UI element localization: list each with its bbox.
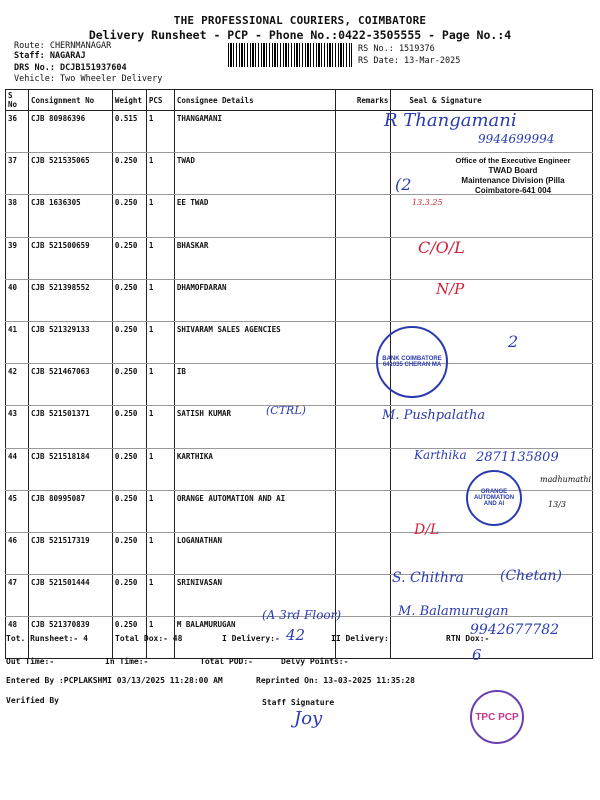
cell-remarks: [336, 111, 391, 153]
cell-weight: 0.250: [112, 406, 146, 448]
cell-cons: CJB 521501444: [28, 575, 112, 617]
runsheet-title: Delivery Runsheet - PCP - Phone No.:0422-3505555 - Page No.:4: [88, 28, 512, 42]
cell-pcs: 1: [146, 532, 174, 574]
cell-sno: 41: [6, 321, 29, 363]
cell-cons: CJB 521535065: [28, 153, 112, 195]
verified-by: Verified By: [6, 696, 59, 705]
company-title: THE PROFESSIONAL COURIERS, COIMBATORE: [173, 14, 427, 27]
cell-weight: 0.250: [112, 532, 146, 574]
cell-cons: CJB 80995087: [28, 490, 112, 532]
cell-pcs: 1: [146, 111, 174, 153]
phone-r36: 9944699994: [478, 132, 555, 146]
cell-sno: 40: [6, 279, 29, 321]
table-row: [6, 237, 593, 279]
cell-sno: 38: [6, 195, 29, 237]
rs-no: RS No.: 1519376: [358, 44, 435, 54]
cell-consignee: SATISH KUMAR: [174, 406, 336, 448]
remark-r47: (Chetan): [500, 568, 562, 584]
sign-r37: (2: [395, 175, 412, 194]
twad-stamp: Office of the Executive Engineer TWAD Board Maintenance Division (Pilla Coimbatore-641 004: [455, 156, 571, 195]
col-weight: Weight: [112, 90, 146, 111]
cell-pcs: 1: [146, 364, 174, 406]
cell-remarks: [336, 575, 391, 617]
in-time: In Time:-: [105, 657, 149, 666]
cell-consignee: SHIVARAM SALES AGENCIES: [174, 321, 336, 363]
remark-r48: (A 3rd Floor): [262, 608, 342, 622]
rs-date: RS Date: 13-Mar-2025: [358, 56, 461, 66]
cell-weight: 0.250: [112, 237, 146, 279]
cell-sno: 48: [6, 617, 29, 659]
i-delivery: I Delivery:-: [222, 634, 280, 643]
cell-sno: 37: [6, 153, 29, 195]
cell-remarks: [336, 195, 391, 237]
cell-consignee: BHASKAR: [174, 237, 336, 279]
cell-pcs: 1: [146, 321, 174, 363]
sign-r43: M. Pushpalatha: [382, 408, 486, 423]
cell-cons: CJB 521329133: [28, 321, 112, 363]
note-r38: 13.3.25: [412, 198, 443, 207]
remark-r43: (CTRL): [266, 404, 306, 417]
table-header-row: [6, 90, 593, 111]
col-consignee: Consignee Details: [174, 90, 336, 111]
bank-seal: BANK COIMBATORE 641035 CHERAN MA: [376, 326, 448, 398]
col-seal-signature: Seal & Signature: [391, 90, 593, 111]
cell-pcs: 1: [146, 237, 174, 279]
cell-cons: CJB 1636305: [28, 195, 112, 237]
vehicle: Vehicle: Two Wheeler Delivery: [14, 74, 163, 84]
cell-consignee: KARTHIKA: [174, 448, 336, 490]
remark-r39: C/O/L: [418, 238, 465, 257]
col-pcs: PCS: [146, 90, 174, 111]
tpc-seal: TPC PCP: [470, 690, 524, 744]
cell-consignee: THANGAMANI: [174, 111, 336, 153]
cell-remarks: [336, 532, 391, 574]
sign-r44: Karthika: [414, 448, 467, 462]
phone-r44: 2871135809: [476, 450, 559, 465]
remark-r40: N/P: [436, 280, 465, 298]
delvy-points: Delvy Points:-: [281, 657, 349, 666]
entered-by: Entered By :PCPLAKSHMI 03/13/2025 11:28:00 AM: [6, 676, 223, 685]
cell-weight: 0.250: [112, 321, 146, 363]
col-sno: S No: [6, 90, 29, 111]
table-row: [6, 364, 593, 406]
cell-consignee: SRINIVASAN: [174, 575, 336, 617]
cell-remarks: [336, 490, 391, 532]
total-pod: Total POD:-: [200, 657, 253, 666]
cell-pcs: 1: [146, 195, 174, 237]
cell-weight: 0.250: [112, 617, 146, 659]
cell-sno: 36: [6, 111, 29, 153]
cell-weight: 0.250: [112, 575, 146, 617]
col-consignment: Consignment No: [28, 90, 112, 111]
cell-cons: CJB 521517319: [28, 532, 112, 574]
cell-weight: 0.250: [112, 490, 146, 532]
cell-weight: 0.250: [112, 153, 146, 195]
cell-consignee: ORANGE AUTOMATION AND AI: [174, 490, 336, 532]
sign-r45: madhumathi: [540, 475, 592, 484]
table-row: [6, 195, 593, 237]
cell-weight: 0.250: [112, 279, 146, 321]
reprinted-on: Reprinted On: 13-03-2025 11:35:28: [256, 676, 415, 685]
cell-seal-signature: [391, 279, 593, 321]
cell-consignee: IB: [174, 364, 336, 406]
cell-sno: 47: [6, 575, 29, 617]
cell-cons: CJB 80986396: [28, 111, 112, 153]
cell-remarks: [336, 279, 391, 321]
cell-pcs: 1: [146, 279, 174, 321]
cell-weight: 0.250: [112, 195, 146, 237]
barcode: [228, 43, 352, 67]
cell-sno: 46: [6, 532, 29, 574]
cell-remarks: [336, 448, 391, 490]
cell-consignee: LOGANATHAN: [174, 532, 336, 574]
cell-consignee: M BALAMURUGAN: [174, 617, 336, 659]
cell-sno: 44: [6, 448, 29, 490]
staff-signature: Joy: [294, 708, 323, 729]
rtn-dox: RTN Dox:-: [446, 634, 490, 643]
total-dox: Total Dox:- 48: [115, 634, 183, 643]
remark-r46: D/L: [414, 522, 440, 538]
cell-weight: 0.515: [112, 111, 146, 153]
cell-pcs: 1: [146, 490, 174, 532]
cell-cons: CJB 521518184: [28, 448, 112, 490]
sign-r47: S. Chithra: [392, 570, 464, 586]
rtn-value: 6: [472, 646, 482, 664]
cell-consignee: TWAD: [174, 153, 336, 195]
sign-r48: M. Balamurugan: [398, 604, 509, 619]
route: Route: CHERNMANAGAR: [14, 41, 112, 51]
cell-sno: 45: [6, 490, 29, 532]
ii-delivery: II Delivery:: [331, 634, 389, 643]
col-remarks: Remarks: [336, 90, 391, 111]
cell-seal-signature: [391, 532, 593, 574]
i-delivery-value: 42: [286, 626, 306, 644]
cell-pcs: 1: [146, 448, 174, 490]
table-row: [6, 321, 593, 363]
cell-cons: CJB 521500659: [28, 237, 112, 279]
phone-r48: 9942677782: [470, 622, 560, 638]
cell-sno: 42: [6, 364, 29, 406]
cell-pcs: 1: [146, 617, 174, 659]
cell-sno: 43: [6, 406, 29, 448]
cell-pcs: 1: [146, 575, 174, 617]
cell-consignee: DHAMOFDARAN: [174, 279, 336, 321]
cell-remarks: [336, 153, 391, 195]
cell-consignee: EE TWAD: [174, 195, 336, 237]
table-row: [6, 279, 593, 321]
cell-cons: CJB 521467063: [28, 364, 112, 406]
staff-signature-label: Staff Signature: [262, 698, 335, 707]
cell-cons: CJB 521398552: [28, 279, 112, 321]
cell-cons: CJB 521501371: [28, 406, 112, 448]
out-time: Out Time:-: [6, 657, 55, 666]
cell-weight: 0.250: [112, 364, 146, 406]
date-r45: 13/3: [548, 500, 566, 509]
sign-r36: R Thangamani: [384, 110, 517, 131]
orange-seal: ORANGE AUTOMATION AND AI: [466, 470, 522, 526]
staff: Staff: NAGARAJ: [14, 51, 86, 61]
cell-pcs: 1: [146, 153, 174, 195]
cell-pcs: 1: [146, 406, 174, 448]
cell-sno: 39: [6, 237, 29, 279]
sign-r42: 2: [508, 332, 519, 351]
cell-cons: CJB 521370839: [28, 617, 112, 659]
cell-remarks: [336, 237, 391, 279]
tot-runsheet: Tot. Runsheet:- 4: [6, 634, 88, 643]
cell-weight: 0.250: [112, 448, 146, 490]
drs-no: DRS No.: DCJB151937604: [14, 63, 127, 73]
